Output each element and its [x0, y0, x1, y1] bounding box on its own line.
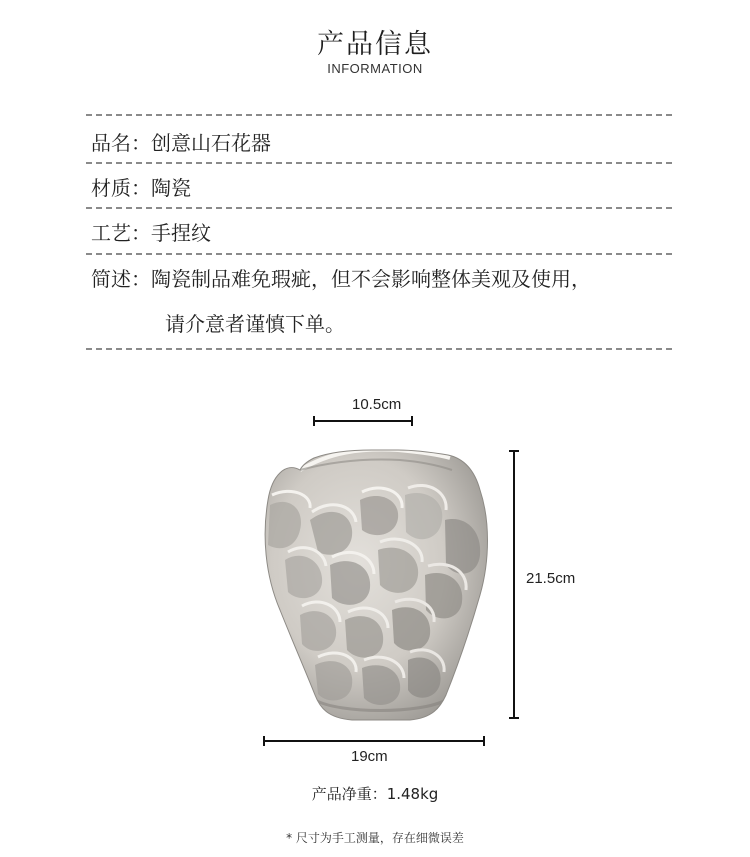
- spec-value: 陶瓷制品难免瑕疵，但不会影响整体美观及使用，: [151, 267, 591, 291]
- net-weight: 产品净重：1.48kg: [311, 785, 439, 803]
- spec-label: 工艺：: [91, 221, 151, 245]
- height-dimension: [509, 451, 519, 718]
- height-label: 21.5cm: [526, 570, 576, 587]
- spec-value: 手捏纹: [151, 221, 211, 245]
- spec-value: 创意山石花器: [151, 131, 271, 155]
- base-width-label: 19cm: [351, 748, 388, 765]
- page-subtitle: INFORMATION: [327, 61, 423, 76]
- spec-label: 材质：: [91, 176, 151, 200]
- spec-label: 简述：: [91, 267, 151, 291]
- top-width-label: 10.5cm: [352, 396, 402, 413]
- top-width-dimension: [314, 416, 412, 426]
- base-width-dimension: [264, 736, 484, 746]
- measurement-note: * 尺寸为手工测量，存在细微误差: [286, 831, 464, 845]
- spec-value-continuation: 请介意者谨慎下单。: [165, 312, 345, 336]
- vase-image: [265, 450, 487, 720]
- spec-value: 陶瓷: [151, 176, 191, 200]
- spec-label: 品名：: [91, 131, 151, 155]
- page-title: 产品信息: [317, 29, 433, 60]
